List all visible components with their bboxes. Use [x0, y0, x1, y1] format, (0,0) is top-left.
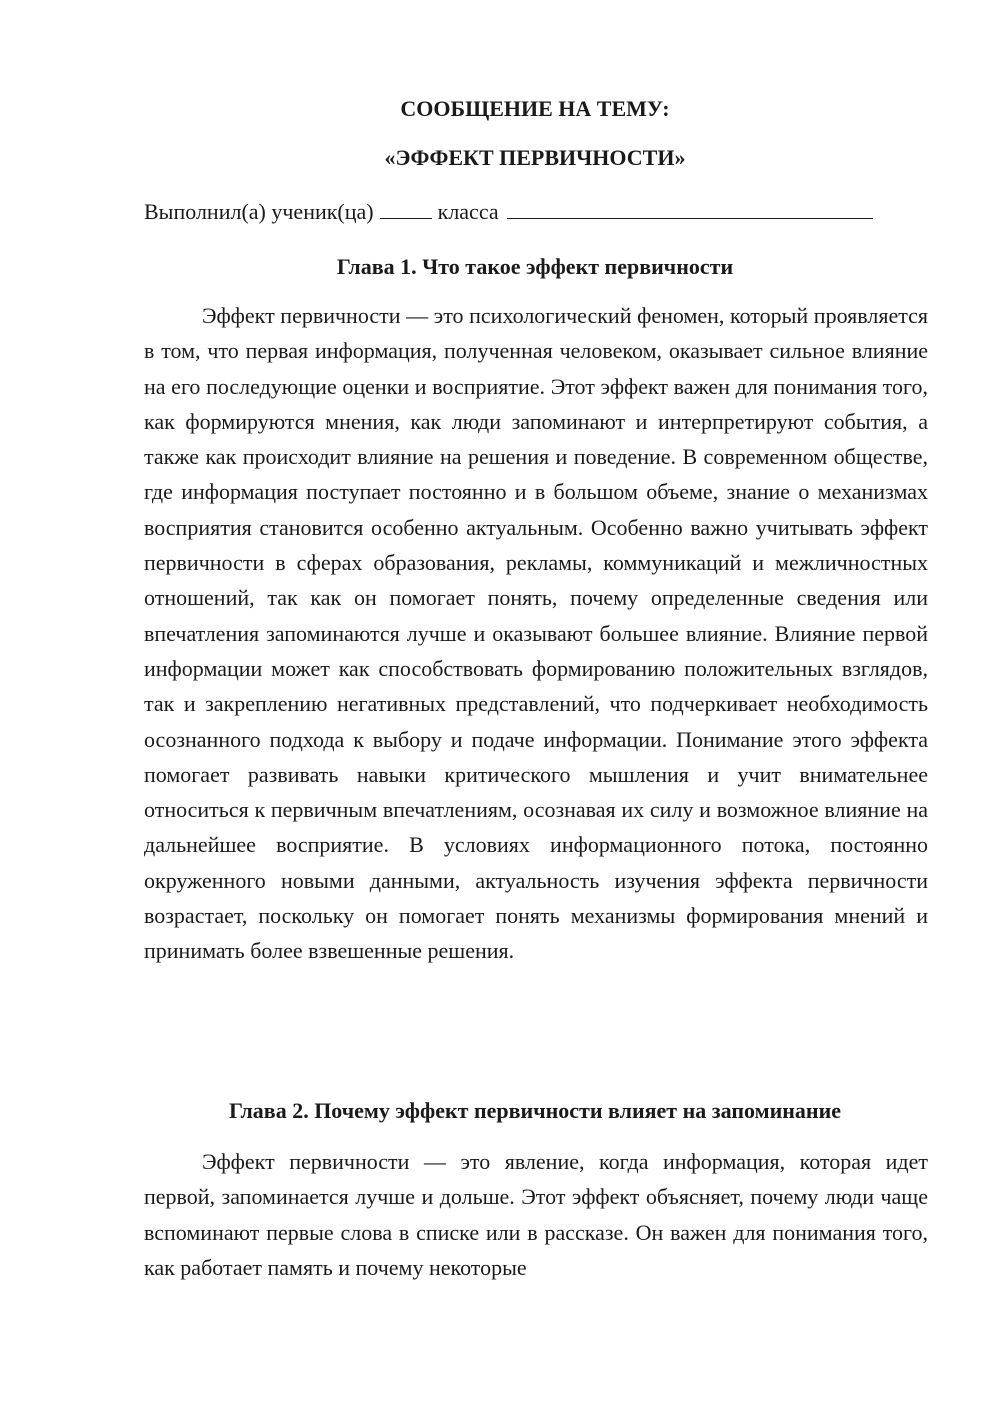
class-number-blank[interactable] — [380, 198, 432, 219]
chapter-2-paragraph: Эффект первичности — это явление, когда информация, которая идет первой, запоминается лучше и дольше. Этот эффект объясняет, почему люди чаще вспоминают первые слова в списке или в рассказе. Он важен для понимания того, как работает память и почему некоторые — [144, 1149, 928, 1280]
class-label: класса — [437, 199, 499, 224]
document-title-line-1: СООБЩЕНИЕ НА ТЕМУ: — [400, 96, 670, 121]
chapter-1-paragraph: Эффект первичности — это психологический феномен, который проявляется в том, что первая информация, полученная человеком, оказывает сильное влияние на его последующие оценки и восприятие. Этот эффект важен для понимания того, как формируются мнения, как люди запоминают и интерпретируют события, а также как происходит влияние на решения и поведение. В современном обществе, где информация поступает постоянно и в большом объеме, знание о механизмах восприятия становится особенно актуальным. Особенно важно учитывать эффект первичности в сферах образования, рекламы, коммуникаций и межличностных отношений, так как он помогает понять, почему определенные сведения или впечатления запоминаются лучше и оказывают большее влияние. Влияние первой информации может как способствовать формированию положительных взглядов, так и закреплению негативных представлений, что подчеркивает необходимость осознанного подхода к выбору и подаче информации. Понимание этого эффекта помогает развивать навыки критического мышления и учит внимательнее относиться к первичным впечатлениям, осознавая их силу и возможное влияние на дальнейшее восприятие. В условиях информационного потока, постоянно окруженного новыми данными, актуальность изучения эффекта первичности возрастает, поскольку он помогает понять механизмы формирования мнений и принимать более взвешенные решения. — [144, 303, 928, 964]
chapter-2-heading: Глава 2. Почему эффект первичности влияет на запоминание — [228, 1098, 842, 1123]
chapter-1-heading: Глава 1. Что такое эффект первичности — [336, 254, 734, 279]
author-line — [144, 197, 926, 227]
performed-by-label: Выполнил(а) ученик(ца) — [144, 199, 374, 224]
document-title-topic: «ЭФФЕКТ ПЕРВИЧНОСТИ» — [384, 145, 686, 170]
student-name-blank[interactable] — [507, 198, 873, 219]
